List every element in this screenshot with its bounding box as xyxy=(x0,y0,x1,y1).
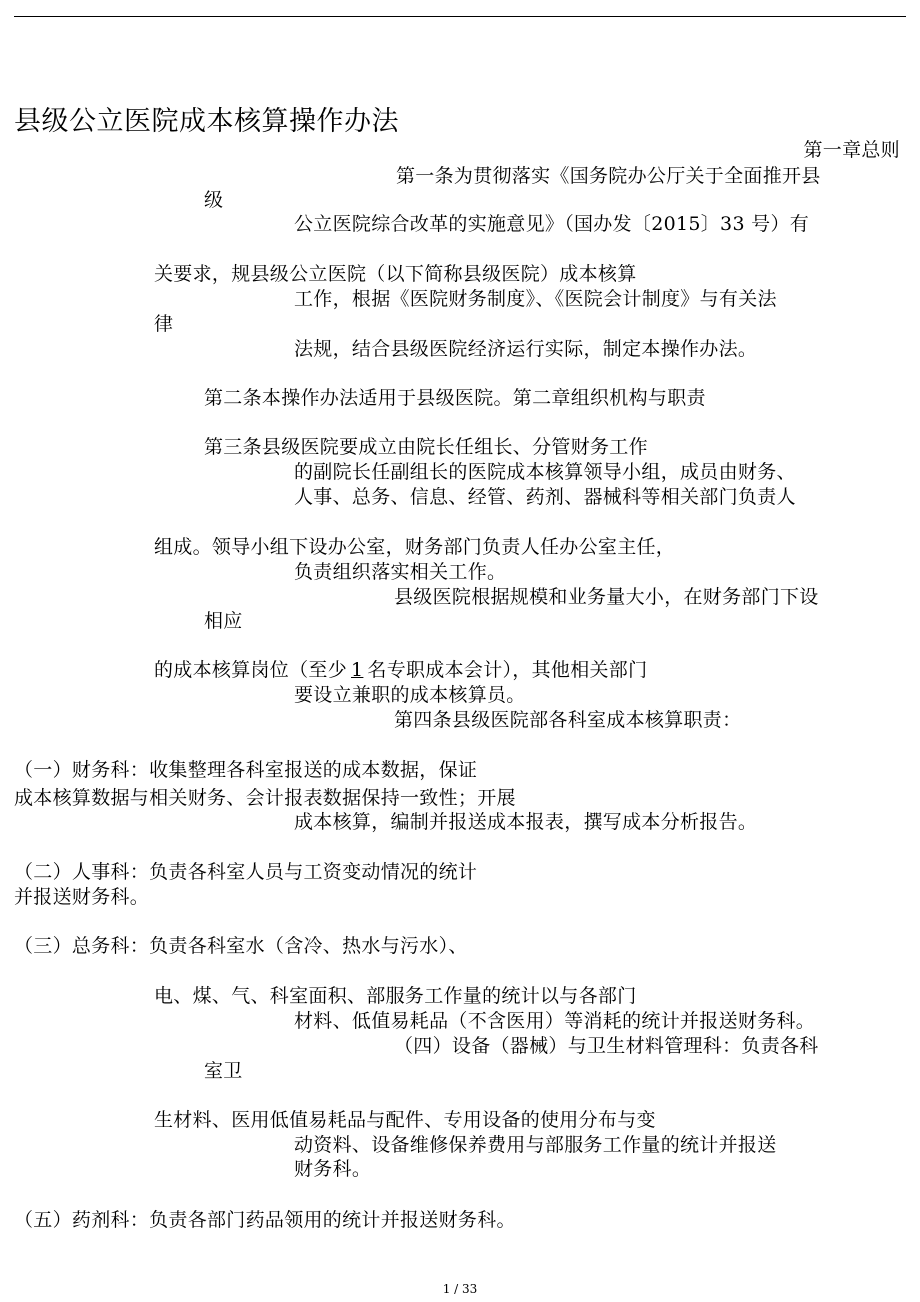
text-line: （一）财务科：收集整理各科室报送的成本数据，保证 xyxy=(14,759,478,781)
text-line: 第四条县级医院部各科室成本核算职责： xyxy=(394,709,742,731)
text-line: 动资料、设备维修保养费用与部服务工作量的统计并报送 xyxy=(294,1134,777,1156)
text-segment: 名专职成本会计），其他相关部门 xyxy=(367,659,648,681)
text-line: （五）药剂科：负责各部门药品领用的统计并报送财务科。 xyxy=(14,1209,516,1231)
text-line: 的副院长任副组长的医院成本核算领导小组，成员由财务、 xyxy=(294,461,796,483)
text-line: 组成。领导小组下设办公室，财务部门负责人任办公室主任， xyxy=(154,536,676,558)
text-line: 材料、低值易耗品（不含医用）等消耗的统计并报送财务科。 xyxy=(294,1010,816,1032)
text-line: 公立医院综合改革的实施意见》（国办发〔2015〕33 号）有 xyxy=(294,213,810,235)
underlined-number: 1 xyxy=(351,659,364,681)
text-line: 律 xyxy=(154,313,174,335)
text-line: 成本核算数据与相关财务、会计报表数据保持一致性；开展 xyxy=(14,787,516,809)
text-line: 并报送财务科。 xyxy=(14,886,150,908)
text-line: 级 xyxy=(204,189,224,211)
text-line: 法规，结合县级医院经济运行实际，制定本操作办法。 xyxy=(294,338,758,360)
text-line: 电、煤、气、科室面积、部服务工作量的统计以与各部门 xyxy=(154,985,637,1007)
chapter-heading: 第一章总则 xyxy=(803,139,900,161)
text-line: 县级医院根据规模和业务量大小，在财务部门下设 xyxy=(394,586,819,608)
text-line: 第二条本操作办法适用于县级医院。第二章组织机构与职责 xyxy=(204,387,706,409)
text-line: （三）总务科：负责各科室水（含冷、热水与污水）、 xyxy=(14,935,468,957)
text-line: 生材料、医用低值易耗品与配件、专用设备的使用分布与变 xyxy=(154,1109,656,1131)
text-line: 负责组织落实相关工作。 xyxy=(294,561,507,583)
text-line: 财务科。 xyxy=(294,1158,372,1180)
text-line: 工作，根据《医院财务制度》、《医院会计制度》与有关法 xyxy=(294,288,777,310)
page-number: 1 / 33 xyxy=(442,1282,478,1296)
document-title: 县级公立医院成本核算操作办法 xyxy=(14,106,399,137)
text-line: （二）人事科：负责各科室人员与工资变动情况的统计 xyxy=(14,861,478,883)
text-line: 相应 xyxy=(204,610,243,632)
text-line: （四）设备（器械）与卫生材料管理科：负责各科 xyxy=(394,1035,819,1057)
text-line: 成本核算，编制并报送成本报表，撰写成本分析报告。 xyxy=(294,811,758,833)
text-line: 关要求，规县级公立医院（以下简称县级医院）成本核算 xyxy=(154,263,637,285)
text-line: 室卫 xyxy=(204,1060,243,1082)
text-line: 第三条县级医院要成立由院长任组长、分管财务工作 xyxy=(204,436,648,458)
text-line: 人事、总务、信息、经管、药剂、器械科等相关部门负责人 xyxy=(294,486,796,508)
text-line xyxy=(154,658,647,682)
text-line: 要设立兼职的成本核算员。 xyxy=(294,684,526,706)
header-rule xyxy=(14,16,906,17)
text-segment: 的成本核算岗位（至少 xyxy=(154,659,348,681)
text-line: 第一条为贯彻落实《国务院办公厅关于全面推开县 xyxy=(396,165,821,187)
